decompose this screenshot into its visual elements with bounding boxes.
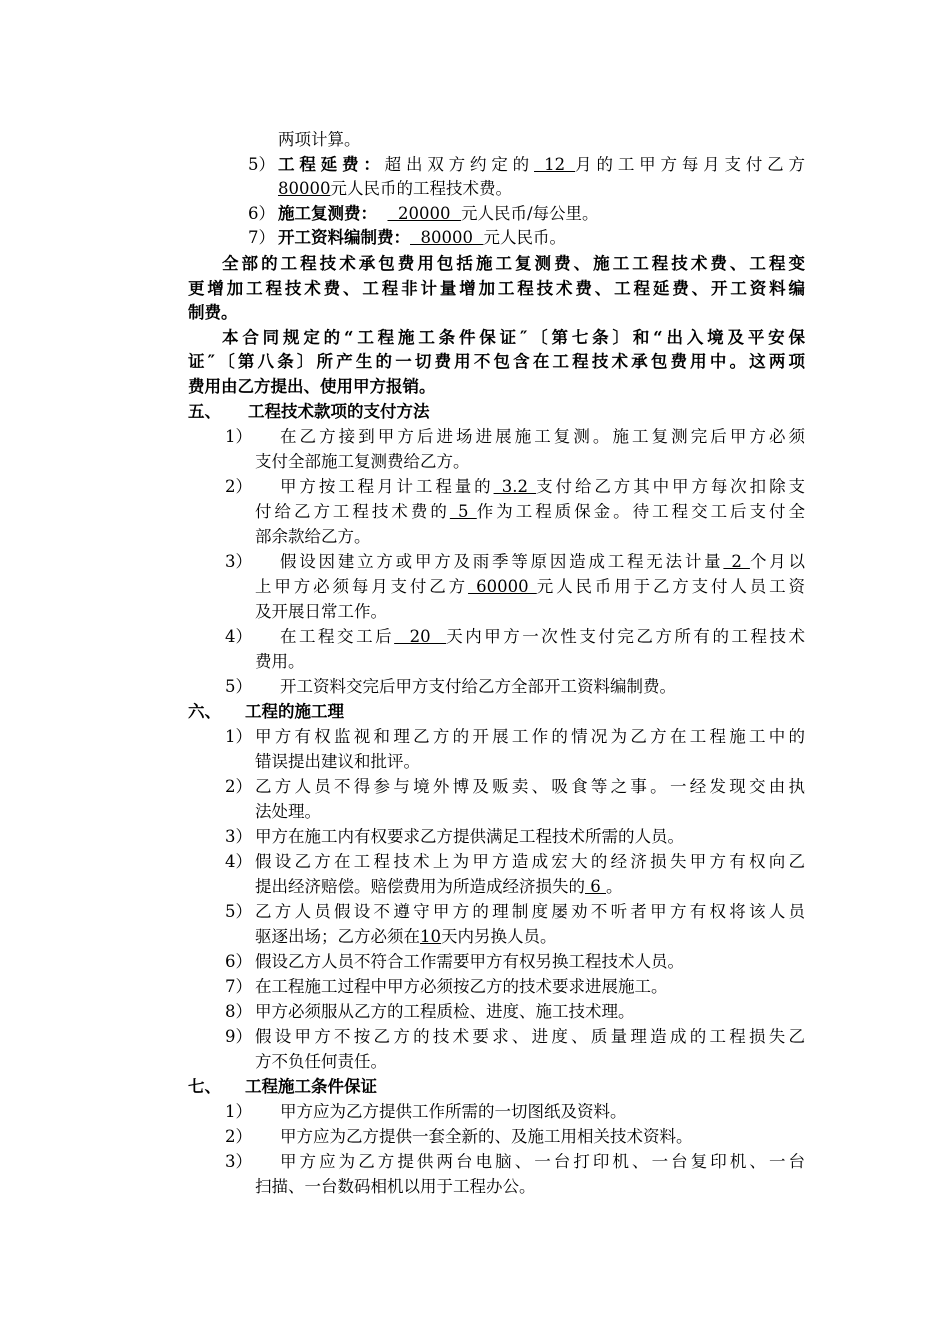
item-number: 2） bbox=[225, 1127, 252, 1146]
item-number: 6） bbox=[225, 952, 252, 971]
list-item: 甲方应为乙方提供工作所需的一切图纸及资料。 bbox=[280, 1102, 627, 1121]
summary-paragraph-line: 更增加工程技术费、工程非计量增加工程技术费、工程延费、开工资料编 bbox=[188, 279, 805, 298]
item-number: 7） bbox=[225, 977, 252, 996]
section-title: 工程的施工理 bbox=[245, 702, 344, 721]
section-number: 五、 bbox=[188, 402, 221, 421]
fee-item-survey: 施工复测费： 20000 元人民币/每公里。 bbox=[278, 204, 599, 223]
section-number: 六、 bbox=[188, 702, 221, 721]
list-item: 开工资料交完后甲方支付给乙方全部开工资料编制费。 bbox=[280, 677, 676, 696]
list-item-continued: 付给乙方工程技术费的 5 作为工程质保金。待工程交工后支付全 bbox=[255, 502, 805, 521]
list-item: 甲方应为乙方提供两台电脑、一台打印机、一台复印机、一台 bbox=[280, 1152, 805, 1171]
item-number: 4） bbox=[225, 627, 252, 646]
item-number: 7） bbox=[248, 228, 275, 247]
list-item-continued: 法处理。 bbox=[255, 802, 321, 821]
list-item: 假设乙方在工程技术上为甲方造成宏大的经济损失甲方有权向乙 bbox=[255, 852, 805, 871]
list-item: 甲方有权监视和理乙方的开展工作的情况为乙方在工程施工中的 bbox=[255, 727, 805, 746]
summary-paragraph-line: 制费。 bbox=[188, 303, 238, 322]
list-item: 假设乙方人员不符合工作需要甲方有权另换工程技术人员。 bbox=[255, 952, 684, 971]
list-item-continued: 部余款给乙方。 bbox=[255, 527, 371, 546]
summary-paragraph-line: 全部的工程技术承包费用包括施工复测费、施工工程技术费、工程变 bbox=[222, 254, 805, 273]
list-item-continued: 及开展日常工作。 bbox=[255, 602, 387, 621]
item-number: 8） bbox=[225, 1002, 252, 1021]
item-number: 3） bbox=[225, 552, 252, 571]
item-number: 5） bbox=[248, 155, 275, 174]
item-number: 3） bbox=[225, 1152, 252, 1171]
list-item-continued: 费用。 bbox=[255, 652, 305, 671]
text-line: 80000元人民币的工程技术费。 bbox=[278, 179, 512, 198]
list-item-continued: 扫描、一台数码相机以用于工程办公。 bbox=[255, 1177, 536, 1196]
item-number: 4） bbox=[225, 852, 252, 871]
list-item: 甲方必须服从乙方的工程质检、进度、施工技术理。 bbox=[255, 1002, 635, 1021]
list-item: 甲方应为乙方提供一套全新的、及施工用相关技术资料。 bbox=[280, 1127, 693, 1146]
list-item: 乙方人员不得参与境外博及贩卖、吸食等之事。一经发现交由执 bbox=[255, 777, 805, 796]
fee-item-delay: 工程延费：超出双方约定的 12 月的工甲方每月支付乙方 bbox=[278, 155, 806, 174]
item-number: 1） bbox=[225, 1102, 252, 1121]
list-item: 假设甲方不按乙方的技术要求、进度、质量理造成的工程损失乙 bbox=[255, 1027, 805, 1046]
item-number: 2） bbox=[225, 777, 252, 796]
list-item: 假设因建立方或甲方及雨季等原因造成工程无法计量 2 个月以 bbox=[280, 552, 805, 571]
section-number: 七、 bbox=[188, 1077, 221, 1096]
list-item: 在工程交工后 20 天内甲方一次性支付完乙方所有的工程技术 bbox=[280, 627, 806, 646]
exclusion-paragraph-line: 本合同规定的“工程施工条件保证″〔第七条〕和“出入境及平安保 bbox=[222, 328, 805, 347]
item-number: 1） bbox=[225, 727, 252, 746]
list-item: 甲方按工程月计工程量的 3.2 支付给乙方其中甲方每次扣除支 bbox=[280, 477, 806, 496]
list-item: 甲方在施工内有权要求乙方提供满足工程技术所需的人员。 bbox=[255, 827, 684, 846]
list-item-continued: 错误提出建议和批评。 bbox=[255, 752, 420, 771]
list-item-continued: 上甲方必须每月支付乙方 60000 元人民币用于乙方支付人员工资 bbox=[255, 577, 806, 596]
item-number: 9） bbox=[225, 1027, 252, 1046]
exclusion-paragraph-line: 证″〔第八条〕所产生的一切费用不包含在工程技术承包费用中。这两项 bbox=[188, 352, 805, 371]
list-item: 乙方人员假设不遵守甲方的理制度屡劝不听者甲方有权将该人员 bbox=[255, 902, 805, 921]
list-item: 在乙方接到甲方后进场进展施工复测。施工复测完后甲方必须 bbox=[280, 427, 805, 446]
item-number: 2） bbox=[225, 477, 252, 496]
item-number: 3） bbox=[225, 827, 252, 846]
text-line: 两项计算。 bbox=[278, 130, 361, 149]
item-number: 1） bbox=[225, 427, 252, 446]
section-title: 工程技术款项的支付方法 bbox=[248, 402, 430, 421]
list-item-continued: 方不负任何责任。 bbox=[255, 1052, 387, 1071]
item-number: 5） bbox=[225, 902, 252, 921]
list-item-continued: 驱逐出场；乙方必须在10天内另换人员。 bbox=[255, 927, 557, 946]
item-number: 5） bbox=[225, 677, 252, 696]
exclusion-paragraph-line: 费用由乙方提出、使用甲方报销。 bbox=[188, 377, 436, 396]
section-title: 工程施工条件保证 bbox=[245, 1077, 377, 1096]
list-item: 在工程施工过程中甲方必须按乙方的技术要求进展施工。 bbox=[255, 977, 668, 996]
item-number: 6） bbox=[248, 204, 275, 223]
list-item-continued: 提出经济赔偿。赔偿费用为所造成经济损失的 6 。 bbox=[255, 877, 623, 896]
fee-item-docs: 开工资料编制费： 80000 元人民币。 bbox=[278, 228, 566, 247]
list-item-continued: 支付全部施工复测费给乙方。 bbox=[255, 452, 470, 471]
